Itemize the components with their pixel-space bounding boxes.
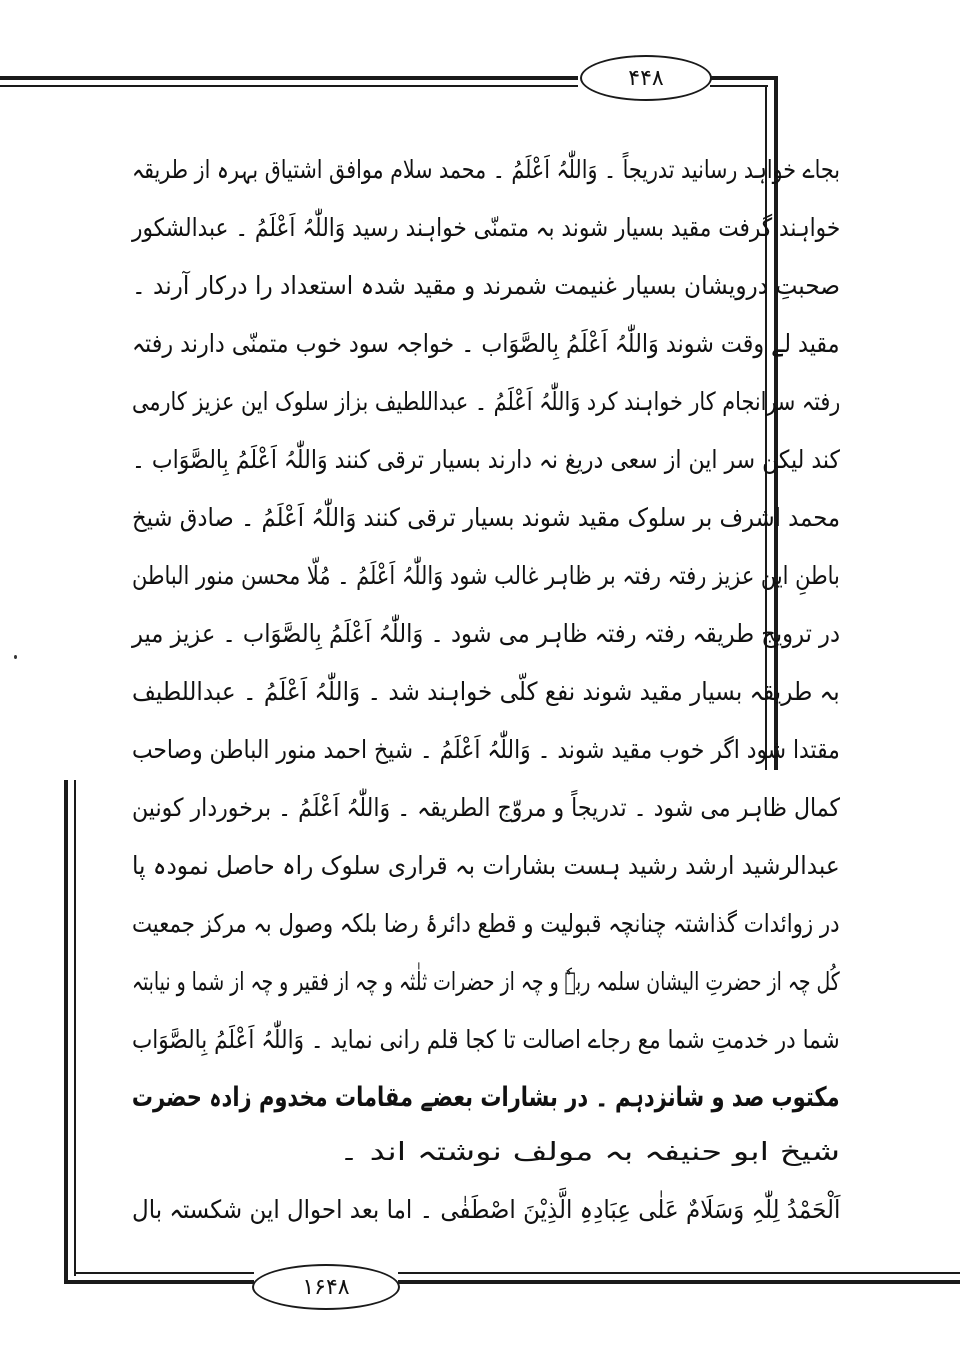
- text-line: در ترویج طریقہ رفتہ رفتہ ظاہر می شود ۔ وَاللّٰہُ اَعْلَمُ بِالصَّوَاب ۔ عزیز میر: [131, 619, 840, 648]
- text-line: کند لیکن سر این از سعی دریغ نہ دارند بسیار ترقی کنند وَاللّٰہُ اَعْلَمُ بِالصَّوَاب ۔: [131, 445, 840, 474]
- text-line: اَلْحَمْدُ لِلّٰہِ وَسَلَامٌ عَلٰی عِبَادِہِ الَّذِیْنَ اصْطَفٰی ۔ اما بعد احوال این شکستہ بال: [131, 1195, 840, 1224]
- frame-bottom-inner: [74, 1272, 254, 1274]
- frame-top-right-inner: [710, 85, 768, 87]
- document-body: [131, 140, 840, 1224]
- text-line: شما در خدمتِ شما مع رجاے اصالت تا کجا قلم رانی نماید ۔ وَاللّٰہُ اَعْلَمُ بِالصَّوَاب: [132, 1025, 840, 1054]
- text-line: محمد اشرف بر سلوک مقید شوند بسیار ترقی کنند وَاللّٰہُ اَعْلَمُ ۔ صادق شیخ: [131, 503, 840, 532]
- frame-bottom-right-inner: [398, 1272, 960, 1274]
- text-line: شیخ ابو حنیفہ بہ مولف نوشتہ اند ۔: [339, 1137, 840, 1166]
- frame-top-outer: [0, 76, 578, 80]
- text-line: باطنِ این عزیز رفتہ رفتہ بر ظاہر غالب شود وَاللّٰہُ اَعْلَمُ ۔ مُلّا محسن منور الباطن: [132, 561, 840, 590]
- text-line: کمال ظاہر می شود ۔ تدریجاً و مروّج الطریقہ ۔ وَاللّٰہُ اَعْلَمُ ۔ برخوردار کونین: [131, 793, 840, 822]
- stray-mark: [14, 655, 17, 659]
- text-line: مقید لے وقت شوند وَاللّٰہُ اَعْلَمُ بِالصَّوَاب ۔ خواجہ سود خوب متمنّی دارند رفتہ: [132, 329, 840, 358]
- page-number-bottom: ۱۶۴۸: [252, 1264, 400, 1310]
- page-number-top: ۴۴۸: [580, 55, 712, 101]
- frame-top-right-outer: [710, 76, 778, 80]
- text-line: کُل چہ از حضرتِ الیشان سلمہ ربہٗ و چہ از حضرات ثلٰثہ و چہ از فقیر و چہ از شما و نیابتہ: [132, 967, 840, 996]
- text-line: بہ طریقہ بسیار مقید شوند نفع کلّی خواہند شد ۔ وَاللّٰہُ اَعْلَمُ ۔ عبداللطیف: [132, 677, 840, 706]
- frame-top-inner: [0, 85, 578, 87]
- frame-left-inner: [74, 780, 76, 1276]
- text-line: صحبتِ درویشان بسیار غنیمت شمرند و مقید شدہ استعداد را درکار آرند ۔: [131, 271, 840, 300]
- frame-bottom-outer: [64, 1280, 254, 1284]
- text-line: عبدالرشید ارشد رشید ہست بشارات بہ قراری سلوک راہ حاصل نمودہ پا: [132, 851, 840, 880]
- text-line: مقتدا شود اگر خوب مقید شوند ۔ وَاللّٰہُ اَعْلَمُ ۔ شیخ احمد منور الباطن وصاحب: [132, 735, 840, 764]
- frame-left-outer: [64, 780, 68, 1284]
- text-line: بجاے خواہد رسانید تدریجاً ۔ وَاللّٰہُ اَعْلَمُ ۔ محمد سلام موافق اشتیاق بہرہ از طریقہ: [132, 155, 840, 184]
- text-line: رفتہ سرانجام کار خواہند کرد وَاللّٰہُ اَعْلَمُ ۔ عبداللطیف بزاز سلوک این عزیز کارمی: [131, 387, 840, 416]
- section-heading-line: مکتوب صد و شانزدہم ۔ در بشارات بعضے مقامات مخدوم زادہ حضرت: [132, 1082, 840, 1113]
- text-line: در زوائدات گذاشتہ چنانچہ قبولیت و قطع دائرۂ رضا بلکہ وصول بہ مرکز جمعیت: [132, 909, 840, 938]
- frame-bottom-right-outer: [398, 1280, 960, 1284]
- text-line: خواہند گرفت مقید بسیار شوند بہ متمنّی خواہند رسید وَاللّٰہُ اَعْلَمُ ۔ عبدالشکور: [131, 213, 840, 242]
